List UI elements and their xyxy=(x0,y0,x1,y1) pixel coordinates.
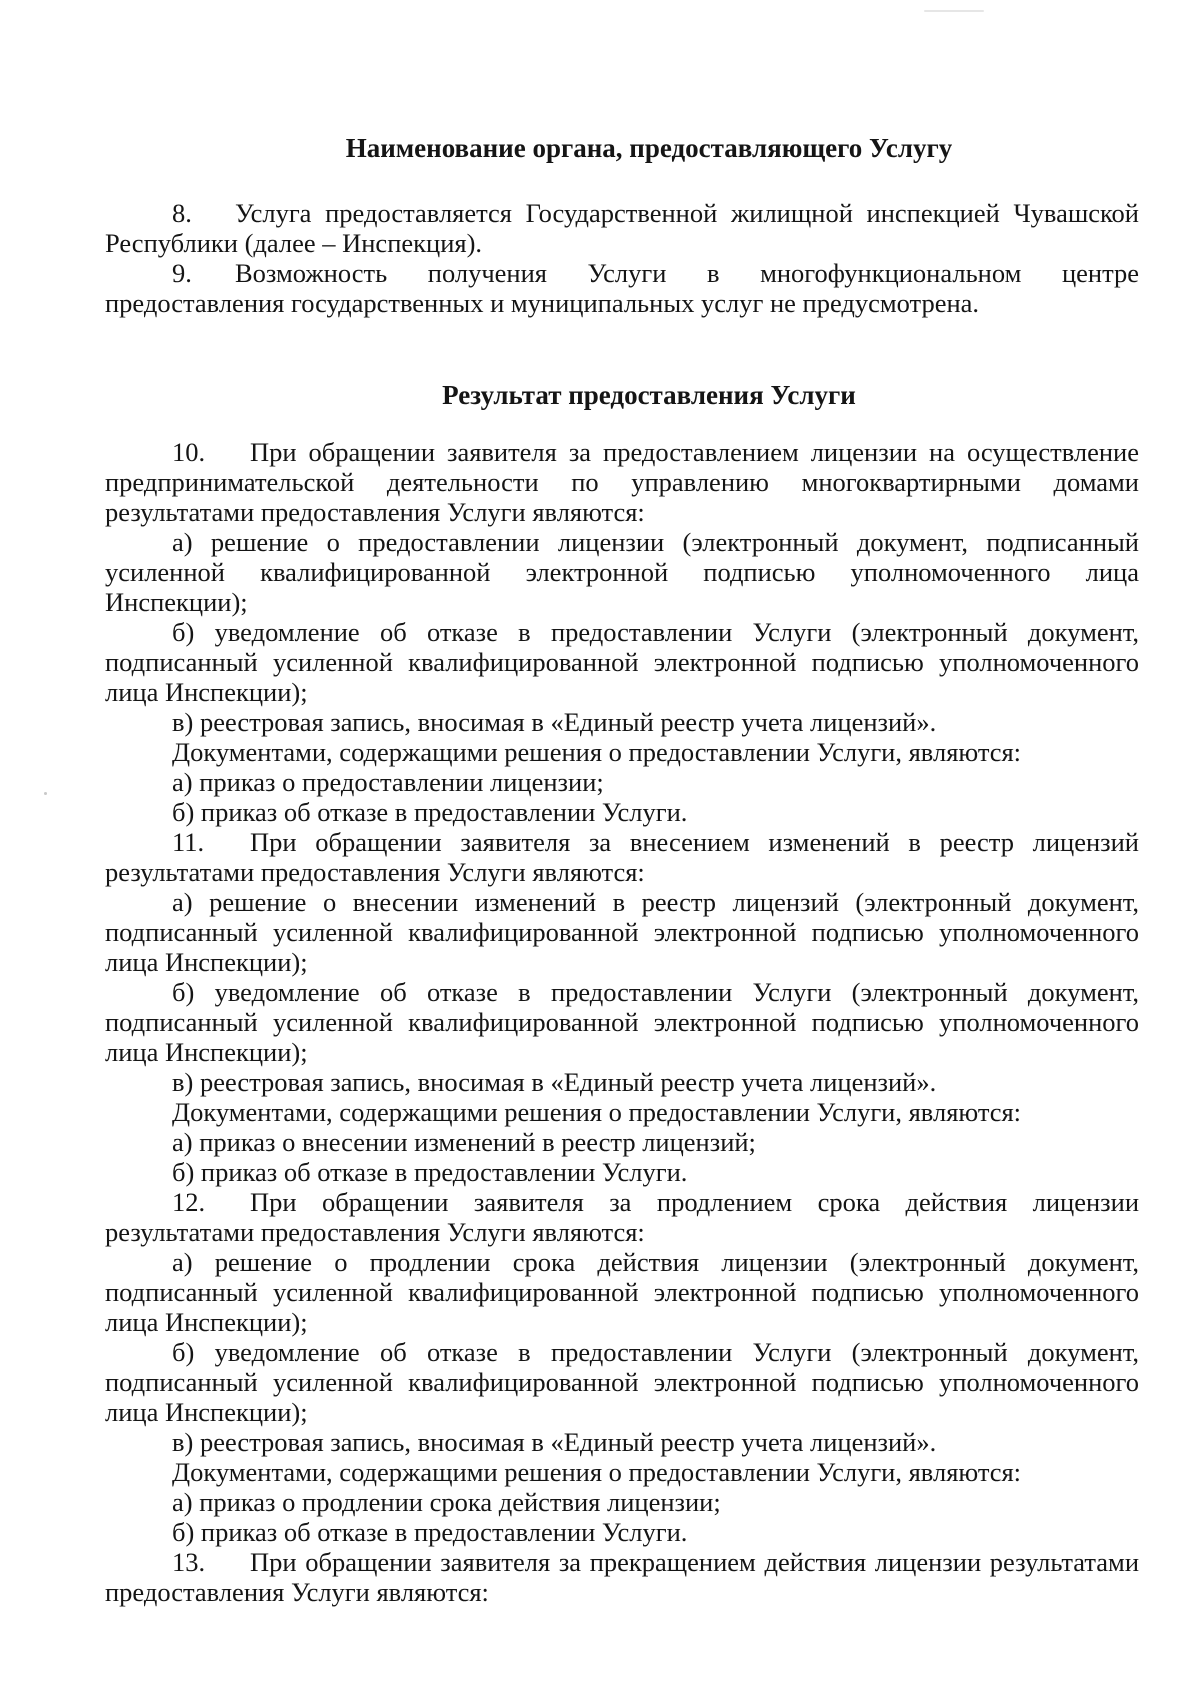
subitem-b: б) уведомление об отказе в предоставлении Услуги (электронный документ, подписанный усиленной квалифицированной электронной подписью уполномоченного лица Инспекции); xyxy=(105,977,1139,1067)
paragraph-13 xyxy=(105,1547,1139,1607)
subitem-v: в) реестровая запись, вносимая в «Единый реестр учета лицензий». xyxy=(172,1427,937,1457)
subitem-a: а) решение о внесении изменений в реестр лицензий (электронный документ, подписанный усиленной квалифицированной электронной подписью уполномоченного лица Инспекции); xyxy=(105,887,1139,977)
paragraph-8 xyxy=(105,198,1139,258)
document-item-b: б) приказ об отказе в предоставлении Услуги. xyxy=(172,1157,688,1187)
paragraph-12 xyxy=(105,1187,1139,1247)
documents-intro: Документами, содержащими решения о предоставлении Услуги, являются: xyxy=(172,1097,1022,1127)
document-item-b: б) приказ об отказе в предоставлении Услуги. xyxy=(172,797,688,827)
subitem-a: а) решение о предоставлении лицензии (электронный документ, подписанный усиленной квалифицированной электронной подписью уполномоченного лица Инспекции); xyxy=(105,527,1139,617)
section-title-authority: Наименование органа, предоставляющего Услугу xyxy=(345,133,953,163)
documents-intro: Документами, содержащими решения о предоставлении Услуги, являются: xyxy=(172,1457,1022,1487)
document-item-b: б) приказ об отказе в предоставлении Услуги. xyxy=(172,1517,688,1547)
subitem-b: б) уведомление об отказе в предоставлении Услуги (электронный документ, подписанный усиленной квалифицированной электронной подписью уполномоченного лица Инспекции); xyxy=(105,1337,1139,1427)
paragraph-text: При обращении заявителя за прекращением действия лицензии результатами предоставления Услуги являются: xyxy=(105,1547,1139,1607)
document-item-a: а) приказ о предоставлении лицензии; xyxy=(172,767,604,797)
document-item-a: а) приказ о внесении изменений в реестр лицензий; xyxy=(172,1127,756,1157)
subitem-v: в) реестровая запись, вносимая в «Единый реестр учета лицензий». xyxy=(172,1067,937,1097)
scan-speck xyxy=(924,10,984,12)
paragraph-10 xyxy=(105,437,1139,527)
paragraph-text: При обращении заявителя за внесением изменений в реестр лицензий результатами предоставления Услуги являются: xyxy=(105,827,1139,887)
scan-speck xyxy=(44,792,47,795)
paragraph-11 xyxy=(105,827,1139,887)
paragraph-text: При обращении заявителя за предоставлением лицензии на осуществление предпринимательской деятельности по управлению многоквартирными домами результатами предоставления Услуги являются: xyxy=(105,437,1139,527)
paragraph-text: Услуга предоставляется Государственной жилищной инспекцией Чувашской Республики (далее – Инспекция). xyxy=(105,198,1139,258)
documents-intro: Документами, содержащими решения о предоставлении Услуги, являются: xyxy=(172,737,1022,767)
paragraph-number: 13. xyxy=(172,1547,206,1577)
document-item-a: а) приказ о продлении срока действия лицензии; xyxy=(172,1487,721,1517)
paragraph-number: 12. xyxy=(172,1187,206,1217)
paragraph-number: 10. xyxy=(172,437,206,467)
paragraph-9 xyxy=(105,258,1139,318)
subitem-v: в) реестровая запись, вносимая в «Единый реестр учета лицензий». xyxy=(172,707,937,737)
paragraph-text: При обращении заявителя за продлением срока действия лицензии результатами предоставления Услуги являются: xyxy=(105,1187,1139,1247)
paragraph-text: Возможность получения Услуги в многофункциональном центре предоставления государственных и муниципальных услуг не предусмотрена. xyxy=(105,258,1139,318)
paragraph-number: 11. xyxy=(172,827,205,857)
subitem-b: б) уведомление об отказе в предоставлении Услуги (электронный документ, подписанный усиленной квалифицированной электронной подписью уполномоченного лица Инспекции); xyxy=(105,617,1139,707)
subitem-a: а) решение о продлении срока действия лицензии (электронный документ, подписанный усиленной квалифицированной электронной подписью уполномоченного лица Инспекции); xyxy=(105,1247,1139,1337)
paragraph-number: 9. xyxy=(172,258,192,288)
paragraph-number: 8. xyxy=(172,198,192,228)
section-title-result: Результат предоставления Услуги xyxy=(442,380,856,410)
